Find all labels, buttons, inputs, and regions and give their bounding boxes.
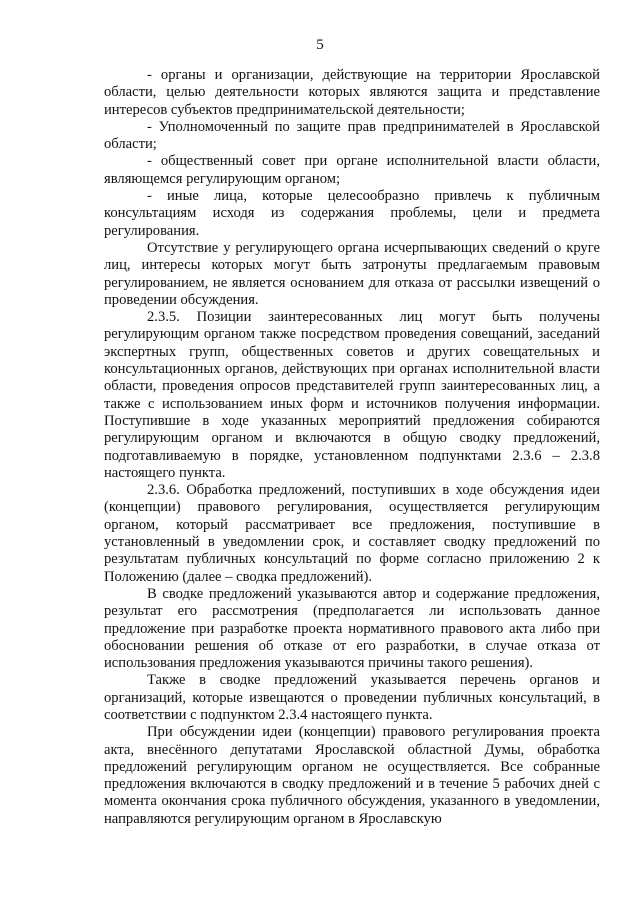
paragraph-list-item-organizations: - органы и организации, действующие на территории Ярославской области, целью деятельности которых являются защита и представление интересов субъектов предпринимательской деятельности; (104, 67, 600, 118)
paragraph-list-item-public-council: - общественный совет при органе исполнительной власти области, являющемся регулирующим органом; (104, 153, 600, 187)
document-body (104, 67, 600, 828)
paragraph-absence-of-info: Отсутствие у регулирующего органа исчерпывающих сведений о круге лиц, интересы которых могут быть затронуты предлагаемым правовым регулированием, не является основанием для отказа от рассылки извещений о проведении обсуждения. (104, 239, 600, 308)
paragraph-2-3-5: 2.3.5. Позиции заинтересованных лиц могут быть получены регулирующим органом также посредством проведения совещаний, заседаний экспертных групп, общественных советов и других совещательных и консультационных органов, действующих при органах исполнительной власти области, проведения опросов представителей групп заинтересованных лиц, а также с использованием иных форм и источников получения информации. Поступившие в ходе указанных мероприятий предложения собираются регулирующим органом и включаются в общую сводку предложений, подготавливаемую в порядке, установленном подпунктами 2.3.6 – 2.3.8 настоящего пункта. (104, 309, 600, 481)
paragraph-list-item-other-persons: - иные лица, которые целесообразно привлечь к публичным консультациям исходя из содержания проблемы, цели и предмета регулирования. (104, 188, 600, 239)
paragraph-summary-contents: В сводке предложений указываются автор и содержание предложения, результат его рассмотрения (предполагается ли использовать данное предложение при разработке проекта нормативного правового акта либо при обосновании решения об отказе от его разработки, в случае отказа от использования предложения указываются причины такого решения). (104, 585, 600, 672)
page-number: 5 (316, 37, 324, 53)
paragraph-2-3-6: 2.3.6. Обработка предложений, поступивших в ходе обсуждения идеи (концепции) правового регулирования, осуществляется регулирующим органом, который рассматривает все предложения, поступившие в установленный в уведомлении срок, и составляет сводку предложений по результатам публичных консультаций по форме согласно приложению 2 к Положению (далее – сводка предложений). (104, 482, 600, 585)
paragraph-list-item-ombudsman: - Уполномоченный по защите прав предпринимателей в Ярославской области; (104, 118, 600, 153)
paragraph-summary-list: Также в сводке предложений указывается перечень органов и организаций, которые извещаются о проведении публичных консультаций, в соответствии с подпунктом 2.3.4 настоящего пункта. (104, 672, 600, 723)
paragraph-duma-proposals: При обсуждении идеи (концепции) правового регулирования проекта акта, внесённого депутатами Ярославской областной Думы, обработка предложений регулирующим органом не осуществляется. Все собранные предложения включаются в сводку предложений и в течение 5 рабочих дней с момента окончания срока публичного обсуждения, указанного в уведомлении, направляются регулирующим органом в Ярославскую (104, 724, 600, 827)
